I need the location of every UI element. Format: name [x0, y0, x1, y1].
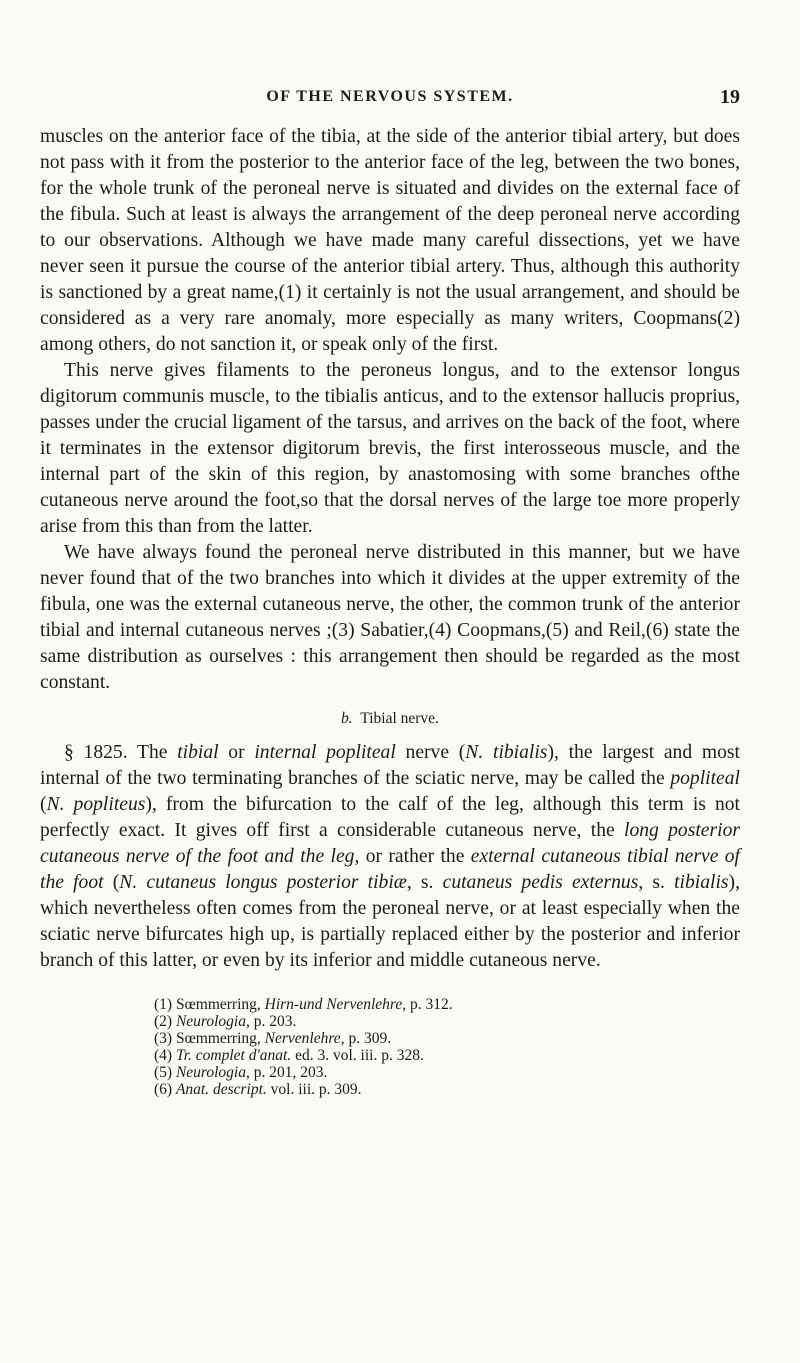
footnote-work: Anat. descript.	[175, 1081, 267, 1098]
footnote-ref: , p. 201, 203.	[246, 1064, 328, 1081]
text-run-italic: tibialis	[674, 872, 729, 893]
footnote-ref: ed. 3. vol. iii. p. 328.	[291, 1047, 424, 1064]
subheading-text: Tibial nerve.	[360, 710, 439, 727]
footnote-ref: , p. 309.	[340, 1030, 392, 1047]
footnote	[154, 1064, 740, 1081]
footnote-work: Tr. complet d'anat.	[175, 1047, 292, 1064]
footnotes	[154, 996, 740, 1098]
running-head-title: OF THE NERVOUS SYSTEM.	[266, 88, 514, 105]
text-run: § 1825. The	[64, 742, 178, 763]
footnote	[154, 1030, 740, 1047]
text-run: , s.	[638, 872, 675, 893]
footnote-number: (4)	[154, 1047, 173, 1064]
footnote	[154, 1013, 740, 1030]
text-run-italic: cutaneus pedis externus	[442, 872, 639, 893]
footnote-number: (2)	[154, 1013, 173, 1030]
footnote-ref: , p. 312.	[402, 996, 453, 1013]
footnote	[154, 1081, 740, 1098]
text-run: ), which nevertheless often comes from the peroneal nerve, or at least especially when the sciatic nerve bifurcates high up, is partially replaced either by the posterior and inferior branch of this latter, or even by its inferior and middle cutaneous nerve.	[40, 872, 740, 971]
footnote-work: Neurologia	[175, 1064, 246, 1081]
footnote	[154, 1047, 740, 1064]
text-run-italic: internal popliteal	[254, 742, 396, 763]
footnote-work: Hirn-und Nervenlehre	[264, 996, 403, 1013]
paragraph-filaments: This nerve gives filaments to the peroneus longus, and to the extensor longus digitorum communis muscle, to the tibialis anticus, and to the extensor hallucis proprius, passes under the crucial ligament of the tarsus, and arrives on the back of the foot, where it terminates in the extensor digitorum brevis, the first interosseous muscle, and the internal part of the skin of this region, by anastomosing with some branches ofthe cutaneous nerve around the foot,so that the dorsal nerves of the large toe more properly arise from this than from the latter.	[40, 360, 740, 537]
footnote-work: Neurologia	[175, 1013, 246, 1030]
text-run-italic: tibial	[177, 742, 219, 763]
footnote-number: (6)	[154, 1081, 173, 1098]
footnote-author: Sœmmerring,	[175, 996, 265, 1013]
running-head	[40, 88, 740, 114]
text-run: (	[40, 794, 47, 815]
footnote-author: Sœmmerring,	[175, 1030, 265, 1047]
paragraph-distribution: We have always found the peroneal nerve distributed in this manner, but we have never found that of the two branches into which it divides at the upper extremity of the fibula, one was the external cutaneous nerve, the other, the common trunk of the anterior tibial and internal cutaneous nerves ;(3) Sabatier,(4) Coopmans,(5) and Reil,(6) state the same distribution as ourselves : this arrangement then should be regarded as the most constant.	[40, 542, 740, 693]
paragraph-section-1825	[40, 740, 740, 974]
text-run-italic: external cutaneous tibial nerve of the foot	[40, 846, 740, 893]
footnote-ref: vol. iii. p. 309.	[266, 1081, 362, 1098]
text-run-italic: long posterior cutaneous nerve of the foot and the leg	[40, 820, 740, 867]
text-run: ), from the bifurcation to the calf of the leg, although this term is not perfectly exact. It gives off first a considerable cutaneous nerve, the	[40, 794, 740, 841]
text-run: , or rather the	[354, 846, 471, 867]
text-run-italic: N. popliteus	[46, 794, 146, 815]
footnote-ref: , p. 203.	[246, 1013, 297, 1030]
paragraph-continued: muscles on the anterior face of the tibia, at the side of the anterior tibial artery, but does not pass with it from the posterior to the anterior face of the leg, between the two bones, for the whole trunk of the peroneal nerve is situated and divides on the external face of the fibula. Such at least is always the arrangement of the deep peroneal nerve according to our observations. Although we have made many careful dissections, yet we have never seen it pursue the course of the anterior tibial artery. Thus, although this authority is sanctioned by a great name,(1) it certainly is not the usual arrangement, and should be considered as a very rare anomaly, more especially as many writers, Coopmans(2) among others, do not sanction it, or speak only of the first.	[40, 126, 740, 355]
footnote-number: (3)	[154, 1030, 173, 1047]
footnote-number: (1)	[154, 996, 173, 1013]
section-subheading	[40, 710, 740, 728]
text-run: , s.	[406, 872, 443, 893]
footnote-number: (5)	[154, 1064, 173, 1081]
text-run: or	[218, 742, 255, 763]
page-number: 19	[720, 86, 740, 108]
text-run-italic: popliteal	[670, 768, 740, 789]
text-run-italic: N. tibialis	[465, 742, 548, 763]
text-run: (	[103, 872, 120, 893]
subheading-letter: b.	[341, 710, 353, 727]
footnote-work: Nervenlehre	[264, 1030, 341, 1047]
text-run: nerve (	[395, 742, 466, 763]
text-run-italic: N. cutaneus longus posterior tibiæ	[119, 872, 407, 893]
text-run: ), the largest and most internal of the two terminating branches of the sciatic nerve, may be called the	[40, 742, 740, 789]
footnote	[154, 996, 740, 1013]
